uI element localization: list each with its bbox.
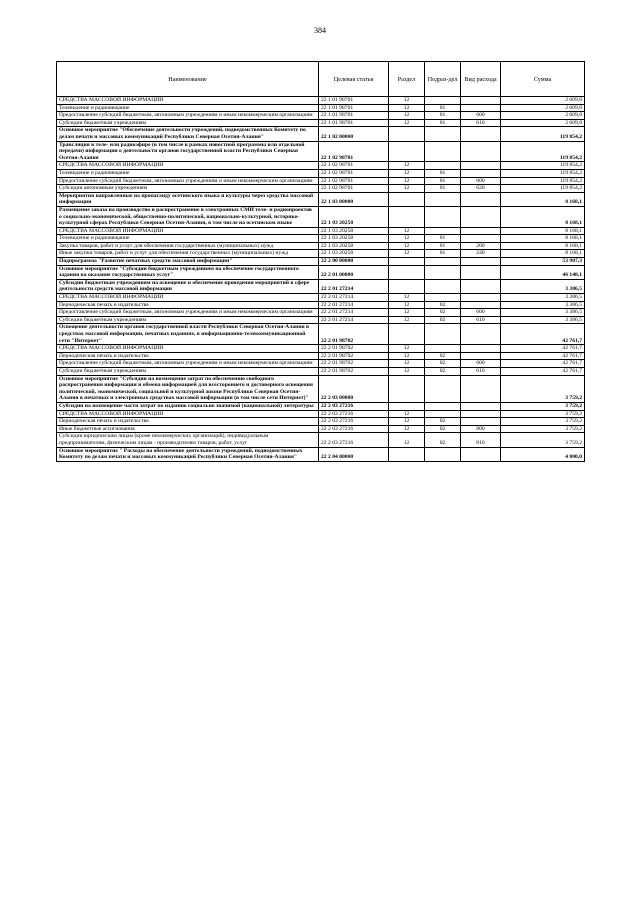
- cell-code: 22 2 03 27216: [319, 433, 389, 447]
- cell-code: 22 1 01 98701: [319, 112, 389, 120]
- cell-section: 12: [389, 367, 425, 375]
- cell-code: 22 2 03 27216: [319, 410, 389, 418]
- cell-exp-type: [461, 169, 501, 177]
- cell-section: [389, 192, 425, 206]
- cell-section: 12: [389, 433, 425, 447]
- header-exp-type: Вид расхода: [461, 62, 501, 97]
- cell-subsection: 02: [425, 367, 461, 375]
- cell-section: 12: [389, 360, 425, 368]
- cell-section: [389, 141, 425, 162]
- cell-sum: 8 168,1: [501, 192, 585, 206]
- cell-sum: 42 761,7: [501, 367, 585, 375]
- table-row: [57, 227, 585, 235]
- cell-exp-type: [461, 265, 501, 279]
- cell-exp-type: 620: [461, 185, 501, 193]
- cell-subsection: 02: [425, 433, 461, 447]
- cell-sum: 42 761,7: [501, 352, 585, 360]
- cell-sum: 3 386,5: [501, 294, 585, 302]
- cell-exp-type: [461, 375, 501, 402]
- cell-exp-type: 600: [461, 309, 501, 317]
- cell-section: 12: [389, 316, 425, 324]
- table-row: [57, 242, 585, 250]
- cell-section: [389, 402, 425, 410]
- cell-code: 22 1 02 98701: [319, 141, 389, 162]
- cell-subsection: [425, 410, 461, 418]
- cell-name: Периодическая печать и издательства: [57, 418, 319, 426]
- cell-sum: 2 609,8: [501, 97, 585, 105]
- cell-name: Субсидии автономным учреждениям: [57, 185, 319, 193]
- cell-exp-type: 610: [461, 316, 501, 324]
- cell-exp-type: [461, 402, 501, 410]
- cell-sum: 8 168,1: [501, 227, 585, 235]
- table-row: [57, 425, 585, 433]
- cell-subsection: [425, 192, 461, 206]
- cell-name: Телевидение и радиовещание: [57, 169, 319, 177]
- cell-section: [389, 258, 425, 266]
- cell-name: Телевидение и радиовещание: [57, 104, 319, 112]
- cell-exp-type: [461, 141, 501, 162]
- cell-name: Мероприятия направленные на пропаганду осетинского языка и культуры через средства массовой информации: [57, 192, 319, 206]
- cell-sum: 3 386,5: [501, 301, 585, 309]
- table-row: [57, 410, 585, 418]
- cell-section: 12: [389, 410, 425, 418]
- table-row: [57, 192, 585, 206]
- cell-subsection: [425, 141, 461, 162]
- cell-name: Освещение деятельности органов государственной власти Республики Северная Осетия-Алания в средствах массовой информации, печатных изданиях, в информационно-телекоммуникационной сети "Интернет": [57, 324, 319, 345]
- cell-section: [389, 206, 425, 227]
- budget-table: [56, 61, 585, 462]
- cell-exp-type: [461, 324, 501, 345]
- table-row: [57, 206, 585, 227]
- cell-subsection: [425, 345, 461, 353]
- table-row: [57, 162, 585, 170]
- cell-sum: 8 168,1: [501, 242, 585, 250]
- cell-sum: 42 761,7: [501, 360, 585, 368]
- cell-subsection: 02: [425, 316, 461, 324]
- table-row: [57, 185, 585, 193]
- cell-code: 22 2 01 98702: [319, 324, 389, 345]
- cell-name: Субсидии на возмещение части затрат по изданию социально значимой (национальной) литературы: [57, 402, 319, 410]
- table-row: [57, 324, 585, 345]
- cell-section: 12: [389, 301, 425, 309]
- cell-subsection: 02: [425, 360, 461, 368]
- cell-subsection: 01: [425, 177, 461, 185]
- cell-sum: 8 168,1: [501, 206, 585, 227]
- table-row: [57, 447, 585, 461]
- cell-name: Иные бюджетные ассигнования: [57, 425, 319, 433]
- cell-name: Субсидии бюджетным учреждениям на освещение и обеспечение проведения мероприятий в сфере деятельности средств массовой информации: [57, 279, 319, 293]
- header-section: Раздел: [389, 62, 425, 97]
- cell-subsection: [425, 265, 461, 279]
- header-code: Целевая статья: [319, 62, 389, 97]
- table-row: [57, 294, 585, 302]
- cell-exp-type: 610: [461, 119, 501, 127]
- cell-code: 22 2 04 00000: [319, 447, 389, 461]
- table-row: [57, 433, 585, 447]
- table-row: [57, 265, 585, 279]
- cell-code: 22 2 03 27216: [319, 425, 389, 433]
- cell-sum: 8 168,1: [501, 250, 585, 258]
- cell-code: 22 2 00 00000: [319, 258, 389, 266]
- cell-section: 12: [389, 418, 425, 426]
- cell-section: [389, 447, 425, 461]
- cell-name: Периодическая печать и издательства: [57, 352, 319, 360]
- cell-code: 22 2 03 27216: [319, 402, 389, 410]
- cell-exp-type: [461, 301, 501, 309]
- cell-code: 22 1 01 98701: [319, 97, 389, 105]
- cell-section: 12: [389, 235, 425, 243]
- cell-section: 12: [389, 309, 425, 317]
- cell-name: СРЕДСТВА МАССОВОЙ ИНФОРМАЦИИ: [57, 97, 319, 105]
- cell-name: Основное мероприятие "Субсидии на возмещение затрат по обеспечению свободного распространения информации и обмена информацией для всестороннего и достоверного освещения политической, экономической, социальной и культурной жизни Республики Северная Осетия-Алания в печатных и электронных средствах массовой информации (в том числе сети Интернет)": [57, 375, 319, 402]
- cell-sum: 3 759,2: [501, 410, 585, 418]
- cell-name: Основное мероприятие "Субсидии бюджетным учреждениям на обеспечение государственного задания на оказание государственных услуг": [57, 265, 319, 279]
- cell-subsection: 01: [425, 112, 461, 120]
- table-row: [57, 119, 585, 127]
- cell-name: Иные закупки товаров, работ и услуг для обеспечения государственных (муниципальных) нужд: [57, 250, 319, 258]
- cell-subsection: [425, 206, 461, 227]
- cell-subsection: [425, 402, 461, 410]
- cell-subsection: [425, 375, 461, 402]
- cell-name: Предоставление субсидий бюджетным, автономным учреждениям и иным некоммерческим организациям: [57, 309, 319, 317]
- cell-section: [389, 265, 425, 279]
- cell-exp-type: [461, 227, 501, 235]
- cell-sum: 3 759,2: [501, 425, 585, 433]
- cell-exp-type: [461, 206, 501, 227]
- cell-name: Основное мероприятие " Расходы на обеспечение деятельности учреждений, подведомственных Комитету по делам печати и массовых коммуникаций Республики Северная Осетия-Алания": [57, 447, 319, 461]
- cell-exp-type: [461, 162, 501, 170]
- cell-code: 22 2 01 27214: [319, 309, 389, 317]
- cell-subsection: [425, 447, 461, 461]
- cell-section: 12: [389, 425, 425, 433]
- cell-subsection: 02: [425, 418, 461, 426]
- cell-section: 12: [389, 227, 425, 235]
- cell-subsection: 02: [425, 309, 461, 317]
- cell-exp-type: 800: [461, 425, 501, 433]
- cell-sum: 119 854,2: [501, 177, 585, 185]
- table-row: [57, 141, 585, 162]
- cell-sum: 3 759,2: [501, 375, 585, 402]
- cell-name: СРЕДСТВА МАССОВОЙ ИНФОРМАЦИИ: [57, 294, 319, 302]
- cell-section: 12: [389, 162, 425, 170]
- header-sum: Сумма: [501, 62, 585, 97]
- cell-name: Субсидии юридическим лицам (кроме некоммерческих организаций), индивидуальным предпринимателям, физическим лицам - производителям товаров, работ, услуг: [57, 433, 319, 447]
- cell-name: Субсидии бюджетным учреждениям: [57, 367, 319, 375]
- cell-code: 22 2 01 98702: [319, 352, 389, 360]
- cell-sum: 3 386,5: [501, 309, 585, 317]
- cell-subsection: [425, 127, 461, 141]
- cell-code: 22 2 01 27214: [319, 316, 389, 324]
- cell-section: [389, 375, 425, 402]
- table-row: [57, 301, 585, 309]
- table-row: [57, 418, 585, 426]
- cell-exp-type: [461, 345, 501, 353]
- cell-section: 12: [389, 352, 425, 360]
- cell-section: 12: [389, 345, 425, 353]
- table-row: [57, 177, 585, 185]
- cell-section: 12: [389, 104, 425, 112]
- cell-sum: 42 761,7: [501, 345, 585, 353]
- cell-sum: 3 759,2: [501, 418, 585, 426]
- cell-sum: 3 759,2: [501, 402, 585, 410]
- cell-exp-type: [461, 192, 501, 206]
- cell-code: 22 1 03 20258: [319, 235, 389, 243]
- cell-section: 12: [389, 294, 425, 302]
- cell-code: 22 1 03 20258: [319, 206, 389, 227]
- cell-section: 12: [389, 119, 425, 127]
- cell-sum: 119 854,2: [501, 169, 585, 177]
- table-row: [57, 104, 585, 112]
- cell-subsection: 02: [425, 425, 461, 433]
- cell-section: [389, 324, 425, 345]
- cell-name: Трансляция в теле- или радиоэфире (в том числе в рамках новостной программы или отдельной передачи) информации о деятельности органов государственной власти Республики Северная Осетия-Алания: [57, 141, 319, 162]
- cell-exp-type: 610: [461, 367, 501, 375]
- table-row: [57, 367, 585, 375]
- table-header-row: [57, 62, 585, 97]
- cell-subsection: 01: [425, 185, 461, 193]
- cell-exp-type: 200: [461, 242, 501, 250]
- cell-name: Телевидение и радиовещание: [57, 235, 319, 243]
- cell-name: Размещение заказа на производство и распространение в электронных СМИ теле- и радиопроектов о социально-экономической, общественно-политической, национально-культурной, историко-культурной сферах Республики Северная Осетия-Алания, в том числе на осетинском языке: [57, 206, 319, 227]
- table-row: [57, 112, 585, 120]
- cell-section: 12: [389, 250, 425, 258]
- cell-section: 12: [389, 169, 425, 177]
- cell-section: 12: [389, 177, 425, 185]
- cell-subsection: 02: [425, 301, 461, 309]
- cell-subsection: [425, 279, 461, 293]
- cell-subsection: 01: [425, 235, 461, 243]
- cell-code: 22 2 01 27214: [319, 301, 389, 309]
- cell-exp-type: 810: [461, 433, 501, 447]
- cell-sum: 2 609,8: [501, 104, 585, 112]
- cell-subsection: 01: [425, 242, 461, 250]
- cell-sum: 119 854,2: [501, 127, 585, 141]
- cell-code: 22 1 03 20258: [319, 242, 389, 250]
- cell-code: 22 2 01 98702: [319, 345, 389, 353]
- cell-sum: 4 000,0: [501, 447, 585, 461]
- cell-exp-type: [461, 294, 501, 302]
- page-number: 384: [314, 26, 326, 35]
- cell-exp-type: 600: [461, 360, 501, 368]
- cell-sum: 119 854,2: [501, 162, 585, 170]
- cell-code: 22 1 01 98701: [319, 119, 389, 127]
- table-row: [57, 169, 585, 177]
- cell-exp-type: 600: [461, 112, 501, 120]
- cell-exp-type: [461, 410, 501, 418]
- cell-subsection: 01: [425, 119, 461, 127]
- cell-exp-type: [461, 352, 501, 360]
- cell-section: 12: [389, 97, 425, 105]
- cell-subsection: [425, 294, 461, 302]
- cell-code: 22 2 03 00000: [319, 375, 389, 402]
- cell-subsection: 01: [425, 250, 461, 258]
- cell-code: 22 2 01 98702: [319, 360, 389, 368]
- cell-code: 22 2 01 27214: [319, 294, 389, 302]
- table-row: [57, 402, 585, 410]
- cell-code: 22 1 01 98701: [319, 104, 389, 112]
- header-subsection: Подраз-дел: [425, 62, 461, 97]
- cell-name: Предоставление субсидий бюджетным, автономным учреждениям и иным некоммерческим организациям: [57, 177, 319, 185]
- cell-sum: 119 854,2: [501, 141, 585, 162]
- cell-subsection: [425, 324, 461, 345]
- cell-code: 22 2 01 27214: [319, 279, 389, 293]
- cell-section: [389, 127, 425, 141]
- cell-sum: 3 386,5: [501, 316, 585, 324]
- cell-exp-type: 240: [461, 250, 501, 258]
- cell-sum: 53 907,3: [501, 258, 585, 266]
- cell-sum: 46 148,1: [501, 265, 585, 279]
- cell-sum: 2 609,8: [501, 112, 585, 120]
- cell-exp-type: [461, 235, 501, 243]
- cell-code: 22 1 02 98701: [319, 162, 389, 170]
- cell-subsection: [425, 97, 461, 105]
- table-row: [57, 97, 585, 105]
- cell-sum: 8 168,1: [501, 235, 585, 243]
- table-body: [57, 97, 585, 462]
- table-row: [57, 345, 585, 353]
- cell-exp-type: 600: [461, 177, 501, 185]
- table-row: [57, 309, 585, 317]
- cell-sum: 119 854,2: [501, 185, 585, 193]
- cell-section: 12: [389, 242, 425, 250]
- table-row: [57, 250, 585, 258]
- cell-code: 22 1 02 00000: [319, 127, 389, 141]
- cell-section: 12: [389, 185, 425, 193]
- cell-subsection: 01: [425, 169, 461, 177]
- table-row: [57, 352, 585, 360]
- header-name: Наименование: [57, 62, 319, 97]
- cell-name: СРЕДСТВА МАССОВОЙ ИНФОРМАЦИИ: [57, 162, 319, 170]
- cell-sum: 3 759,2: [501, 433, 585, 447]
- table-row: [57, 360, 585, 368]
- cell-name: СРЕДСТВА МАССОВОЙ ИНФОРМАЦИИ: [57, 410, 319, 418]
- cell-name: Подпрограмма "Развитие печатных средств массовой информации": [57, 258, 319, 266]
- table-row: [57, 375, 585, 402]
- table-row: [57, 279, 585, 293]
- cell-name: Закупка товаров, работ и услуг для обеспечения государственных (муниципальных) нужд: [57, 242, 319, 250]
- cell-exp-type: [461, 127, 501, 141]
- cell-exp-type: [461, 418, 501, 426]
- cell-exp-type: [461, 279, 501, 293]
- table-row: [57, 235, 585, 243]
- cell-code: 22 2 01 98702: [319, 367, 389, 375]
- cell-subsection: 01: [425, 104, 461, 112]
- table-row: [57, 127, 585, 141]
- cell-code: 22 1 02 98701: [319, 177, 389, 185]
- cell-code: 22 2 03 27216: [319, 418, 389, 426]
- cell-code: 22 1 03 20258: [319, 250, 389, 258]
- cell-code: 22 2 01 00000: [319, 265, 389, 279]
- cell-name: СРЕДСТВА МАССОВОЙ ИНФОРМАЦИИ: [57, 345, 319, 353]
- cell-exp-type: [461, 258, 501, 266]
- cell-section: [389, 279, 425, 293]
- table-row: [57, 258, 585, 266]
- cell-sum: 3 386,5: [501, 279, 585, 293]
- cell-sum: 42 761,7: [501, 324, 585, 345]
- cell-code: 22 1 02 98701: [319, 185, 389, 193]
- cell-name: Основное мероприятие "Обеспечение деятельности учреждений, подведомственных Комитету по делам печати и массовых коммуникаций Республики Северная Осетия-Алания": [57, 127, 319, 141]
- table-row: [57, 316, 585, 324]
- cell-subsection: 02: [425, 352, 461, 360]
- cell-name: Субсидии бюджетным учреждениям: [57, 316, 319, 324]
- cell-exp-type: [461, 97, 501, 105]
- cell-code: 22 1 02 98701: [319, 169, 389, 177]
- cell-name: Периодическая печать и издательства: [57, 301, 319, 309]
- cell-name: Предоставление субсидий бюджетным, автономным учреждениям и иным некоммерческим организациям: [57, 360, 319, 368]
- cell-section: 12: [389, 112, 425, 120]
- cell-name: Субсидии бюджетным учреждениям: [57, 119, 319, 127]
- cell-exp-type: [461, 104, 501, 112]
- cell-exp-type: [461, 447, 501, 461]
- cell-subsection: [425, 227, 461, 235]
- cell-subsection: [425, 258, 461, 266]
- cell-name: Предоставление субсидий бюджетным, автономным учреждениям и иным некоммерческим организациям: [57, 112, 319, 120]
- cell-subsection: [425, 162, 461, 170]
- cell-code: 22 1 03 20258: [319, 227, 389, 235]
- cell-code: 22 1 03 00000: [319, 192, 389, 206]
- cell-sum: 2 609,8: [501, 119, 585, 127]
- cell-name: СРЕДСТВА МАССОВОЙ ИНФОРМАЦИИ: [57, 227, 319, 235]
